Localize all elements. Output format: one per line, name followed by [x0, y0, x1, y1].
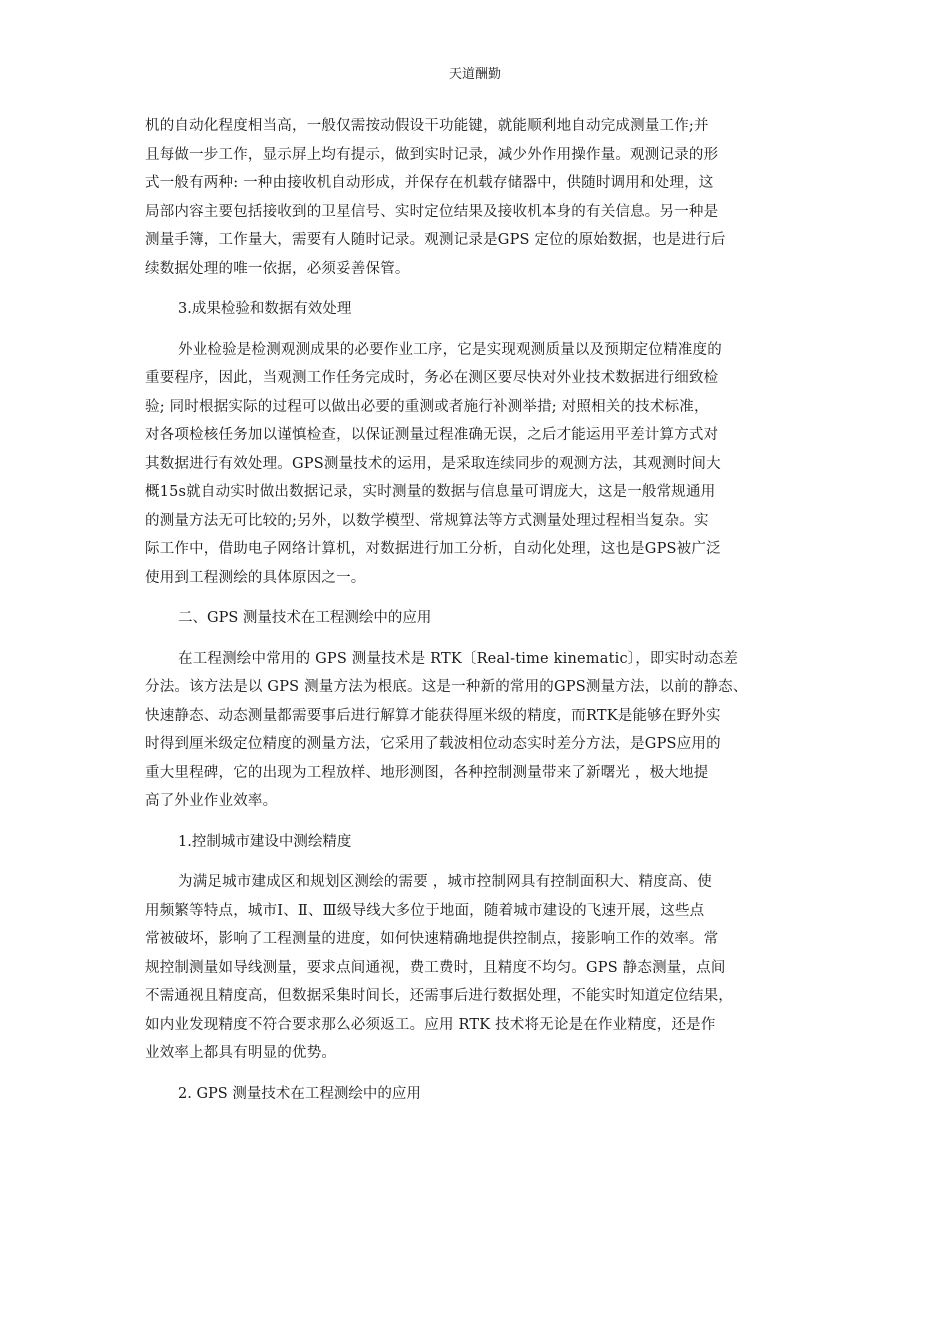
- text-line: 规控制测量如导线测量，要求点间通视，费工费时，且精度不均匀。GPS 静态测量，点间: [145, 959, 726, 976]
- text-line: 时得到厘米级定位精度的测量方法，它采用了载波相位动态实时差分方法，是GPS应用的: [145, 736, 721, 752]
- text-line: 测量手簿，工作量大，需要有人随时记录。观测记录是GPS 定位的原始数据，也是进行后: [145, 232, 726, 248]
- text-line: 在工程测绘中常用的 GPS 测量技术是 RTK〔Real-time kinematic〕，即实时动态差: [178, 650, 739, 667]
- text-line: 使用到工程测绘的具体原因之一。: [145, 569, 366, 586]
- text-line: 快速静态、动态测量都需要事后进行解算才能获得厘米级的精度，而RTK是能够在野外实: [145, 707, 721, 724]
- text-line: 高了外业作业效率。: [145, 793, 278, 809]
- page-header: 天道酬勤: [448, 67, 501, 82]
- paragraph: [145, 868, 825, 1068]
- section-heading: 2. GPS 测量技术在工程测绘中的应用: [178, 1085, 421, 1102]
- text-line: 为满足城市建成区和规划区测绘的需要 ，城市控制网具有控制面积大、精度高、使: [178, 874, 713, 890]
- text-line: 分法。该方法是以 GPS 测量方法为根底。这是一种新的常用的GPS测量方法，以前的静态、: [145, 679, 748, 695]
- section-heading: 1.控制城市建设中测绘精度: [178, 833, 352, 850]
- text-line: 验; 同时根据实际的过程可以做出必要的重测或者施行补测举措; 对照相关的技术标准，: [145, 398, 709, 415]
- paragraph: [145, 336, 825, 593]
- text-line: 不需通视且精度高，但数据采集时间长，还需事后进行数据处理，不能实时知道定位结果，: [145, 988, 733, 1004]
- text-line: 机的自动化程度相当高，一般仅需按动假设干功能键，就能顺利地自动完成测量工作;并: [145, 118, 709, 134]
- text-line: 局部内容主要包括接收到的卫星信号、实时定位结果及接收机本身的有关信息。另一种是: [145, 203, 719, 220]
- section-heading: 二、GPS 测量技术在工程测绘中的应用: [178, 610, 432, 626]
- text-line: 际工作中，借助电子网络计算机，对数据进行加工分析，自动化处理，这也是GPS被广泛: [145, 541, 721, 557]
- paragraph-gap: [145, 324, 825, 336]
- text-line: 其数据进行有效处理。GPS测量技术的运用，是采取连续同步的观测方法，其观测时间大: [145, 455, 721, 472]
- paragraph-gap: [145, 592, 825, 604]
- paragraph-gap: [145, 816, 825, 828]
- text-line: 业效率上都具有明显的优势。: [145, 1045, 337, 1061]
- text-line: 续数据处理的唯一依据，必须妥善保管。: [145, 260, 410, 277]
- text-line: 用频繁等特点，城市Ⅰ、Ⅱ、Ⅲ级导线大多位于地面，随着城市建设的飞速开展，这些点: [145, 902, 705, 919]
- paragraph-gap: [145, 856, 825, 868]
- text-line: 重要程序，因此，当观测工作任务完成时，务必在测区要尽快对外业技术数据进行细致检: [145, 370, 719, 386]
- text-line: 对各项检核任务加以谨慎检查，以保证测量过程准确无误，之后才能运用平差计算方式对: [145, 427, 719, 443]
- text-line: 概15s就自动实时做出数据记录，实时测量的数据与信息量可谓庞大，这是一般常规通用: [145, 484, 716, 500]
- paragraph-gap: [145, 633, 825, 645]
- text-line: 如内业发现精度不符合要求那么必须返工。应用 RTK 技术将无论是在作业精度，还是作: [145, 1016, 716, 1033]
- paragraph-gap: [145, 283, 825, 295]
- text-line: 重大里程碑，它的出现为工程放样、地形测图，各种控制测量带来了新曙光 ，极大地提: [145, 764, 709, 781]
- text-line: 常被破坏，影响了工程测量的进度，如何快速精确地提供控制点，接影响工作的效率。常: [145, 931, 719, 947]
- paragraph: [145, 112, 825, 283]
- text-line: 的测量方法无可比较的;另外，以数学模型、常规算法等方式测量处理过程相当复杂。实: [145, 512, 709, 529]
- text-line: 且每做一步工作，显示屏上均有提示，做到实时记录，减少外作用操作量。观测记录的形: [145, 146, 719, 163]
- section-heading: 3.成果检验和数据有效处理: [178, 301, 352, 317]
- paragraph-gap: [145, 1068, 825, 1080]
- text-line: 式一般有两种: 一种由接收机自动形成，并保存在机载存储器中，供随时调用和处理，这: [145, 175, 714, 191]
- paragraph: [145, 645, 825, 816]
- text-line: 外业检验是检测观测成果的必要作业工序，它是实现观测质量以及预期定位精准度的: [178, 341, 722, 358]
- document-body: [145, 112, 825, 1108]
